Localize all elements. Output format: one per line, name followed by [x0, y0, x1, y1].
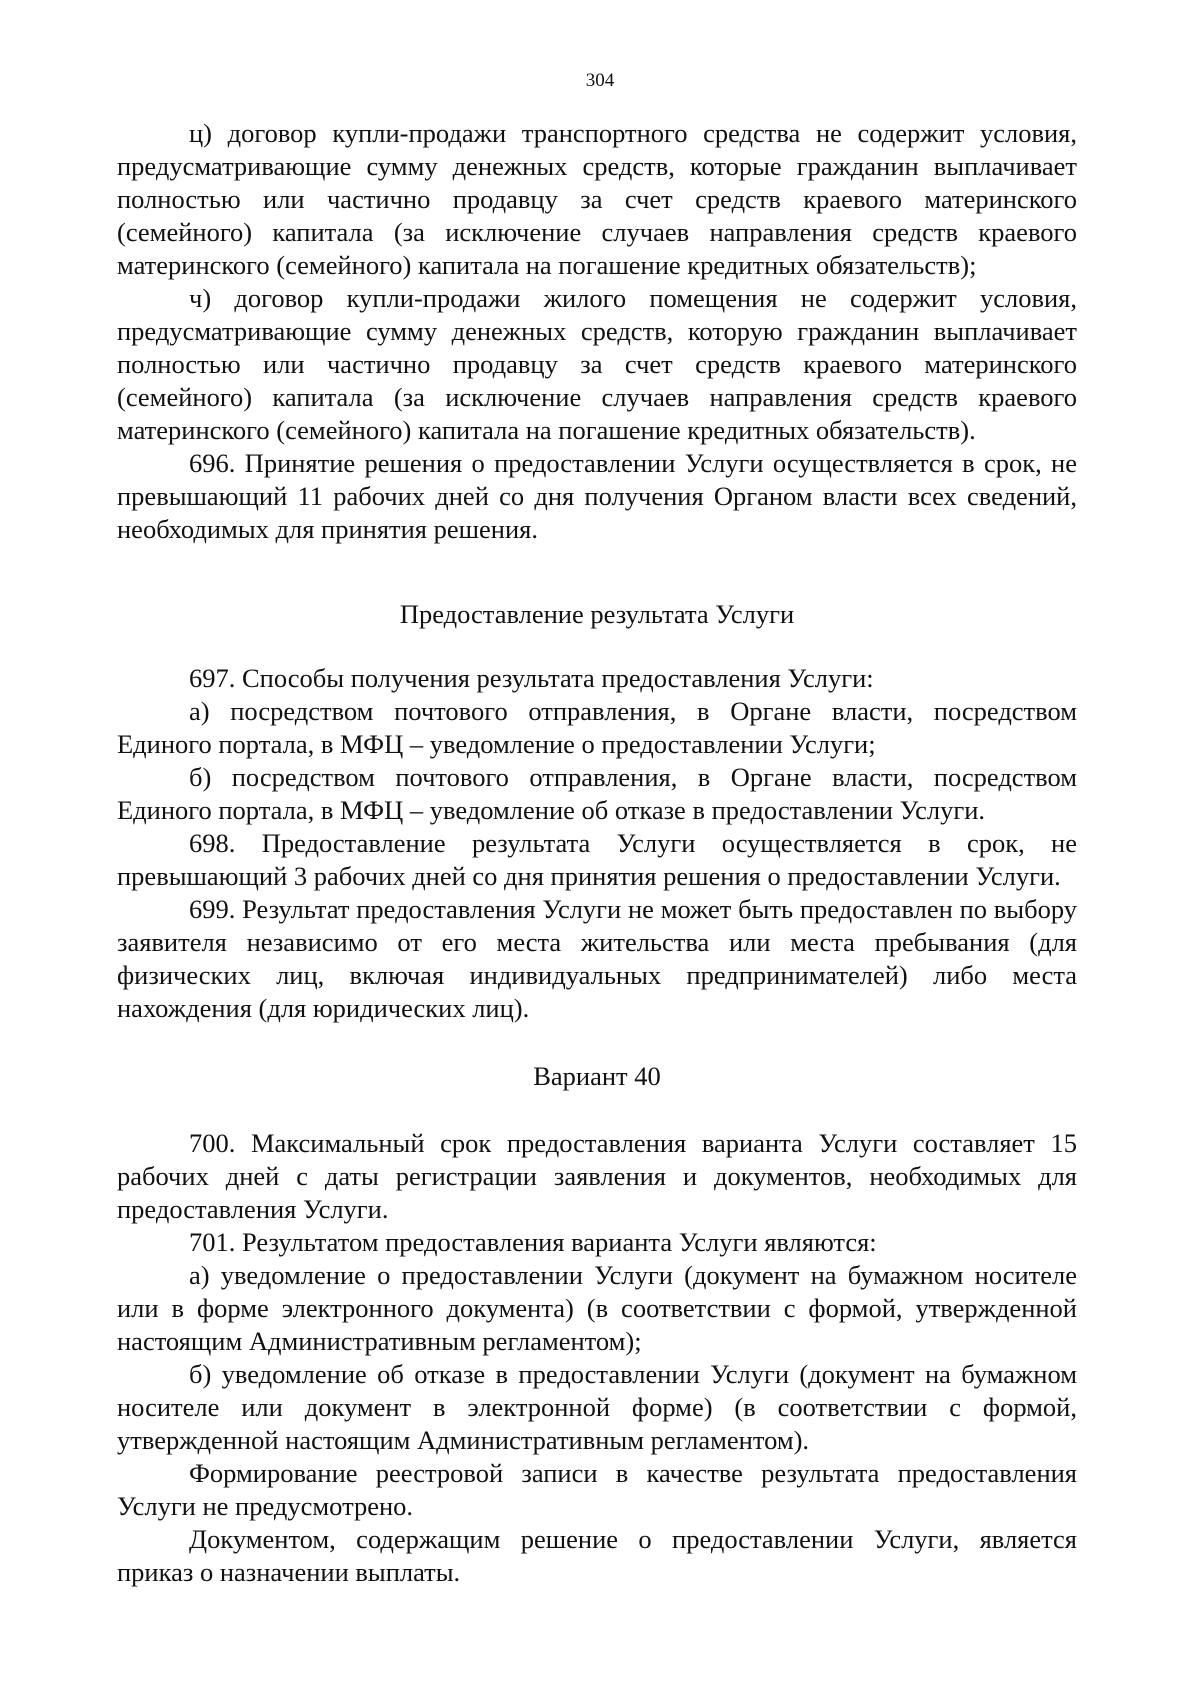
paragraph-registry-record: Формирование реестровой записи в качестве результата предоставления Услуги не предусмотрено. — [117, 1458, 1077, 1521]
paragraph-item-ts: ц) договор купли-продажи транспортного средства не содержит условия, предусматривающие сумму денежных средств, которые гражданин выплачивает полностью или частично продавцу за счет средств краевого материнского (семейного) капитала (за исключение случаев направления средств краевого материнского (семейного) капитала на погашение кредитных обязательств); — [117, 118, 1077, 280]
section-heading: Предоставление результата Услуги — [399, 599, 795, 629]
variant-heading: Вариант 40 — [533, 1061, 661, 1091]
paragraph-698: 698. Предоставление результата Услуги осуществляется в срок, не превышающий 3 рабочих дней со дня принятия решения о предоставлении Услуги. — [117, 828, 1077, 891]
paragraph-item-ch: ч) договор купли-продажи жилого помещения не содержит условия, предусматривающие сумму денежных средств, которую гражданин выплачивает полностью или частично продавцу за счет средств краевого материнского (семейного) капитала (за исключение случаев направления средств краевого материнского (семейного) капитала на погашение кредитных обязательств). — [117, 283, 1077, 445]
document-body — [117, 117, 1077, 1589]
paragraph-697-b: б) посредством почтового отправления, в Органе власти, посредством Единого портала, в МФЦ – уведомление об отказе в предоставлении Услуги. — [117, 762, 1077, 825]
paragraph-699: 699. Результат предоставления Услуги не может быть предоставлен по выбору заявителя независимо от его места жительства или места пребывания (для физических лиц, включая индивидуальных предпринимателей) либо места нахождения (для юридических лиц). — [117, 894, 1077, 1023]
page-number: 304 — [585, 70, 615, 91]
paragraph-701-a: а) уведомление о предоставлении Услуги (документ на бумажном носителе или в форме электронного документа) (в соответствии с формой, утвержденной настоящим Административным регламентом); — [117, 1260, 1077, 1356]
paragraph-697: 697. Способы получения результата предоставления Услуги: — [189, 663, 874, 693]
paragraph-697-a: а) посредством почтового отправления, в Органе власти, посредством Единого портала, в МФЦ – уведомление о предоставлении Услуги; — [117, 696, 1077, 759]
paragraph-701-b: б) уведомление об отказе в предоставлении Услуги (документ на бумажном носителе или документ в электронной форме) (в соответствии с формой, утвержденной настоящим Административным регламентом). — [117, 1359, 1077, 1455]
paragraph-696: 696. Принятие решения о предоставлении Услуги осуществляется в срок, не превышающий 11 рабочих дней со дня получения Органом власти всех сведений, необходимых для принятия решения. — [117, 448, 1077, 544]
paragraph-701: 701. Результатом предоставления варианта Услуги являются: — [189, 1227, 877, 1257]
paragraph-700: 700. Максимальный срок предоставления варианта Услуги составляет 15 рабочих дней с даты регистрации заявления и документов, необходимых для предоставления Услуги. — [117, 1128, 1077, 1224]
paragraph-decision-document: Документом, содержащим решение о предоставлении Услуги, является приказ о назначении выплаты. — [117, 1524, 1077, 1587]
